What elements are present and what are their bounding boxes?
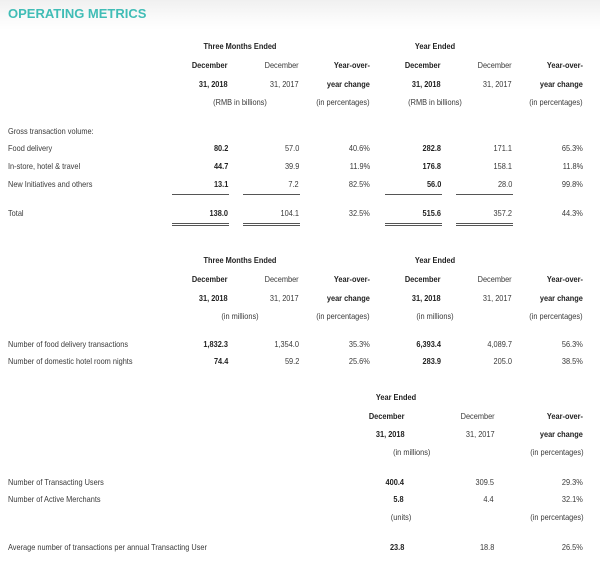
cell: 400.4 [385, 477, 404, 487]
cell: 5.8 [393, 494, 404, 504]
cell: 357.2 [493, 208, 512, 218]
col-header: 31, 2018 [199, 79, 228, 89]
row-label: In-store, hotel & travel [8, 161, 81, 171]
cell: 32.5% [349, 208, 370, 218]
cell: 205.0 [493, 356, 512, 366]
total-double-rule [172, 223, 229, 226]
cell: 176.8 [422, 161, 441, 171]
cell: 515.6 [422, 208, 441, 218]
cell: 40.6% [349, 143, 370, 153]
row-label: New Initiatives and others [8, 179, 93, 189]
group-header-year: Year Ended [414, 255, 456, 265]
unit-label: (in percentages) [530, 512, 584, 522]
col-header: 31, 2018 [412, 79, 441, 89]
unit-label: (in millions) [221, 311, 259, 321]
cell: 35.3% [349, 339, 370, 349]
cell: 13.1 [213, 179, 228, 189]
col-header: 31, 2018 [376, 429, 405, 439]
cell: 4,089.7 [487, 339, 512, 349]
cell: 57.0 [284, 143, 299, 153]
page-title: OPERATING METRICS [8, 6, 147, 21]
cell: 32.1% [562, 494, 583, 504]
group-header-year: Year Ended [414, 41, 456, 51]
cell: 6,393.4 [416, 339, 441, 349]
cell: 59.2 [284, 356, 299, 366]
col-header: Year-over- [333, 274, 370, 284]
col-header: year change [326, 293, 370, 303]
cell: 38.5% [562, 356, 583, 366]
cell: 26.5% [562, 542, 583, 552]
col-header: December [405, 60, 441, 70]
col-header: 31, 2018 [199, 293, 228, 303]
unit-label: (units) [390, 512, 411, 522]
cell: 282.8 [422, 143, 441, 153]
total-double-rule [243, 223, 300, 226]
col-header: year change [539, 429, 583, 439]
unit-label: (in percentages) [316, 311, 370, 321]
cell: 1,832.3 [203, 339, 228, 349]
total-double-rule [385, 223, 442, 226]
unit-label: (RMB in billions) [408, 97, 462, 107]
cell: 25.6% [349, 356, 370, 366]
col-header: 31, 2017 [270, 293, 299, 303]
unit-label: (in percentages) [316, 97, 370, 107]
unit-label: (in percentages) [529, 311, 583, 321]
row-label: Number of Active Merchants [8, 494, 101, 504]
row-label: Total [8, 208, 24, 218]
col-header: December [192, 60, 228, 70]
col-header: December [192, 274, 228, 284]
row-label: Average number of transactions per annual Transacting User [8, 542, 207, 552]
row-label: Food delivery [8, 143, 53, 153]
cell: 158.1 [493, 161, 512, 171]
col-header: year change [539, 293, 583, 303]
cell: 11.8% [562, 161, 583, 171]
cell: 171.1 [493, 143, 512, 153]
cell: 283.9 [422, 356, 441, 366]
col-header: 31, 2017 [483, 79, 512, 89]
col-header: 31, 2017 [466, 429, 495, 439]
group-header-year: Year Ended [375, 392, 417, 402]
row-label: Number of food delivery transactions [8, 339, 129, 349]
col-header: Year-over- [333, 60, 370, 70]
total-double-rule [456, 223, 513, 226]
cell: 99.8% [562, 179, 583, 189]
section-heading: Gross transaction volume: [8, 126, 94, 136]
unit-label: (in millions) [416, 311, 454, 321]
cell: 56.0 [426, 179, 441, 189]
cell: 23.8 [389, 542, 404, 552]
cell: 28.0 [497, 179, 512, 189]
cell: 18.8 [479, 542, 494, 552]
cell: 4.4 [483, 494, 494, 504]
cell: 80.2 [213, 143, 228, 153]
cell: 309.5 [475, 477, 494, 487]
cell: 39.9 [284, 161, 299, 171]
cell: 56.3% [562, 339, 583, 349]
unit-label: (in millions) [392, 447, 430, 457]
col-header: December [477, 274, 512, 284]
unit-label: (in percentages) [530, 447, 584, 457]
col-header: 31, 2017 [270, 79, 299, 89]
cell: 65.3% [562, 143, 583, 153]
unit-label: (RMB in billions) [213, 97, 267, 107]
row-label: Number of domestic hotel room nights [8, 356, 133, 366]
unit-label: (in percentages) [529, 97, 583, 107]
cell: 138.0 [209, 208, 228, 218]
col-header: December [369, 411, 405, 421]
cell: 82.5% [349, 179, 370, 189]
col-header: Year-over- [546, 274, 583, 284]
cell: 44.3% [562, 208, 583, 218]
cell: 7.2 [288, 179, 299, 189]
cell: 44.7 [213, 161, 228, 171]
col-header: Year-over- [546, 60, 583, 70]
col-header: December [264, 274, 299, 284]
col-header: 31, 2017 [483, 293, 512, 303]
subtotal-rule [243, 194, 300, 195]
col-header: December [264, 60, 299, 70]
cell: 11.9% [349, 161, 370, 171]
subtotal-rule [172, 194, 229, 195]
cell: 1,354.0 [274, 339, 299, 349]
col-header: year change [326, 79, 370, 89]
subtotal-rule [385, 194, 442, 195]
col-header: Year-over- [546, 411, 583, 421]
group-header-three-months: Three Months Ended [203, 255, 277, 265]
subtotal-rule [456, 194, 513, 195]
col-header: December [477, 60, 512, 70]
cell: 104.1 [280, 208, 299, 218]
row-label: Number of Transacting Users [8, 477, 104, 487]
cell: 74.4 [213, 356, 228, 366]
group-header-three-months: Three Months Ended [203, 41, 277, 51]
col-header: December [405, 274, 441, 284]
col-header: December [460, 411, 495, 421]
col-header: year change [539, 79, 583, 89]
cell: 29.3% [562, 477, 583, 487]
col-header: 31, 2018 [412, 293, 441, 303]
